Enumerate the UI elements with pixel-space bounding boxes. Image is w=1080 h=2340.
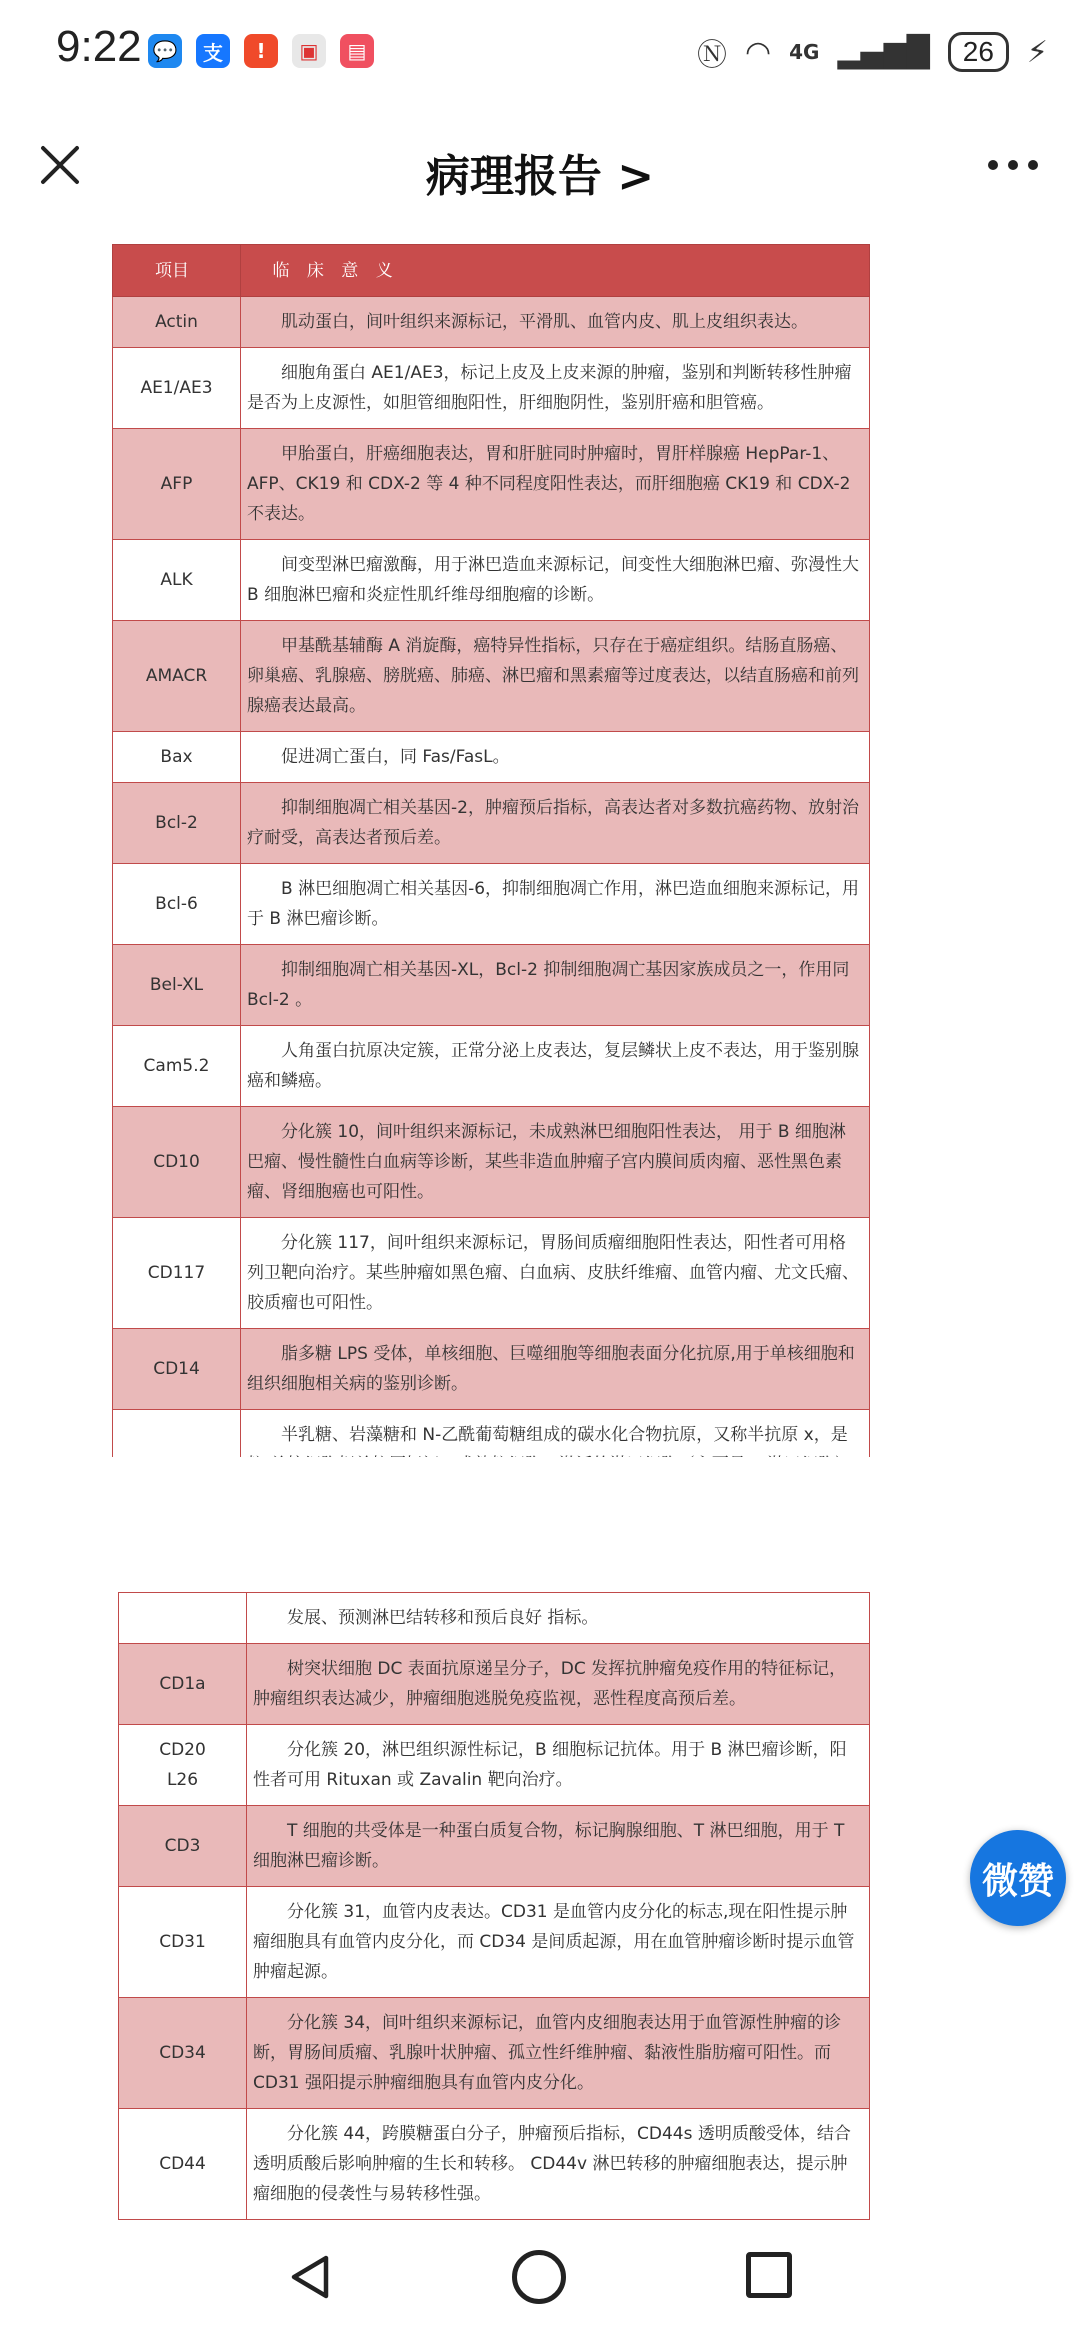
table-row (113, 945, 870, 1026)
marker-name: CD10 (113, 1107, 241, 1218)
table-row (119, 1593, 870, 1644)
marker-meaning: 分化簇 10，间叶组织来源标记，未成熟淋巴细胞阳性表达， 用于 B 细胞淋巴瘤、慢性髓性白血病等诊断，某些非造血肿瘤子宫内膜间质肉瘤、恶性黑色素瘤、肾细胞癌也可阳性。 (241, 1107, 870, 1218)
marker-table-page-2 (118, 1592, 870, 2263)
charging-icon: ⚡ (1026, 34, 1048, 70)
marker-name (119, 1593, 247, 1644)
table-row (113, 1107, 870, 1218)
marker-meaning: T 细胞的共受体是一种蛋白质复合物，标记胸腺细胞、T 淋巴细胞，用于 T 细胞淋巴瘤诊断。 (247, 1806, 870, 1887)
wifi-icon: ◠ (744, 34, 772, 70)
marker-meaning: 分化簇 31，血管内皮表达。CD31 是血管内皮分化的标志,现在阳性提示肿瘤细胞具有血管内皮分化，而 CD34 是间质起源，用在血管肿瘤诊断时提示血管肿瘤起源。 (247, 1887, 870, 1998)
marker-meaning: 抑制细胞凋亡相关基因-2，肿瘤预后指标，高表达者对多数抗癌药物、放射治疗耐受，高表达者预后差。 (241, 783, 870, 864)
marker-name: CD44 (119, 2109, 247, 2220)
table-row (113, 540, 870, 621)
status-bar (0, 0, 1080, 100)
table-row (113, 297, 870, 348)
marker-name: Bax (113, 732, 241, 783)
marker-table-page-1 (112, 244, 870, 1581)
nfc-icon: Ⓝ (696, 38, 727, 73)
marker-meaning: 分化簇 34，间叶组织来源标记，血管内皮细胞表达用于血管源性肿瘤的诊断，胃肠间质瘤、乳腺叶状肿瘤、孤立性纤维肿瘤、黏液性脂肪瘤可阳性。而 CD31 强阳提示肿瘤细胞具有血管内皮分化。 (247, 1998, 870, 2109)
marker-meaning: 分化簇 44，跨膜糖蛋白分子，肿瘤预后指标，CD44s 透明质酸受体，结合透明质酸后影响肿瘤的生长和转移。 CD44v 淋巴转移的肿瘤细胞表达，提示肿瘤细胞的侵袭性与易转移性强。 (247, 2109, 870, 2220)
header-meaning: 临 床 意 义 (241, 245, 870, 297)
table-row (113, 783, 870, 864)
page-gap (0, 1457, 1080, 1592)
app-notification-icon: ! (244, 34, 278, 68)
marker-meaning: 半乳糖、岩藻糖和 N-乙酰葡萄糖组成的碳水化合物抗原，又称半抗原 x，是 (241, 1410, 870, 1581)
page-title[interactable]: 病理报告 > (425, 151, 655, 202)
marker-meaning: 甲基酰基辅酶 A 消旋酶，癌特异性指标，只存在于癌症组织。结肠直肠癌、卵巢癌、乳腺癌、膀胱癌、肺癌、淋巴瘤和黑素瘤等过度表达，以结直肠癌和前列腺癌表达最高。 (241, 621, 870, 732)
back-icon[interactable] (286, 2252, 336, 2302)
marker-name: CD1a (119, 1644, 247, 1725)
notification-icons (148, 34, 374, 68)
message-app-icon: 💬 (148, 34, 182, 68)
report-image[interactable] (0, 232, 1080, 2220)
table-row (119, 1725, 870, 1806)
table-row (113, 621, 870, 732)
table-row (119, 2109, 870, 2220)
more-options-icon[interactable] (988, 160, 1038, 170)
marker-name: AE1/AE3 (113, 348, 241, 429)
table-row (119, 1887, 870, 1998)
table-row (113, 1329, 870, 1410)
marker-name: AMACR (113, 621, 241, 732)
book-app-icon: ▤ (340, 34, 374, 68)
marker-meaning: 肌动蛋白，间叶组织来源标记，平滑肌、血管内皮、肌上皮组织表达。 (241, 297, 870, 348)
marker-name: Bel-XL (113, 945, 241, 1026)
table-row (113, 348, 870, 429)
marker-name: CD14 (113, 1329, 241, 1410)
marker-meaning: 分化簇 117，间叶组织来源标记，胃肠间质瘤细胞阳性表达，阳性者可用格列卫靶向治疗。某些肿瘤如黑色瘤、白血病、皮肤纤维瘤、血管内瘤、尤文氏瘤、胶质瘤也可阳性。 (241, 1218, 870, 1329)
marker-meaning: 甲胎蛋白，肝癌细胞表达，胃和肝脏同时肿瘤时，胃肝样腺癌 HepPar-1、AFP、CK19 和 CDX-2 等 4 种不同程度阳性表达，而肝细胞癌 CK19 和 CDX-2 不表达。 (241, 429, 870, 540)
marker-meaning: 促进凋亡蛋白，同 Fas/FasL。 (241, 732, 870, 783)
network-type: 4G (789, 40, 820, 64)
marker-meaning: B 淋巴细胞凋亡相关基因-6，抑制细胞凋亡作用，淋巴造血细胞来源标记，用于 B 淋巴瘤诊断。 (241, 864, 870, 945)
clock: 9:22 (56, 22, 142, 71)
table-row (113, 864, 870, 945)
marker-meaning: 发展、预测淋巴结转移和预后良好 指标。 (247, 1593, 870, 1644)
home-icon[interactable] (512, 2250, 566, 2304)
recent-apps-icon[interactable] (746, 2252, 792, 2298)
table-row (113, 732, 870, 783)
marker-name: ALK (113, 540, 241, 621)
like-float-button[interactable]: 微赞 (970, 1830, 1066, 1926)
marker-meaning: 人角蛋白抗原决定簇，正常分泌上皮表达，复层鳞状上皮不表达，用于鉴别腺癌和鳞癌。 (241, 1026, 870, 1107)
marker-name: Actin (113, 297, 241, 348)
table-row (113, 429, 870, 540)
table-row (119, 1998, 870, 2109)
marker-meaning: 细胞角蛋白 AE1/AE3，标记上皮及上皮来源的肿瘤，鉴别和判断转移性肿瘤是否为上皮源性，如胆管细胞阳性，肝细胞阴性，鉴别肝癌和胆管癌。 (241, 348, 870, 429)
table-row (119, 1644, 870, 1725)
marker-name: CD117 (113, 1218, 241, 1329)
header-item: 项目 (113, 245, 241, 297)
marker-meaning: 间变型淋巴瘤激酶，用于淋巴造血来源标记，间变性大细胞淋巴瘤、弥漫性大 B 细胞淋巴瘤和炎症性肌纤维母细胞瘤的诊断。 (241, 540, 870, 621)
marker-meaning: 抑制细胞凋亡相关基因-XL，Bcl-2 抑制细胞凋亡基因家族成员之一，作用同 Bcl-2 。 (241, 945, 870, 1026)
marker-name: Cam5.2 (113, 1026, 241, 1107)
marker-name: CD34 (119, 1998, 247, 2109)
marker-meaning: 分化簇 20，淋巴组织源性标记，B 细胞标记抗体。用于 B 淋巴瘤诊断，阳性者可用 Rituxan 或 Zavalin 靶向治疗。 (247, 1725, 870, 1806)
shop-app-icon: ▣ (292, 34, 326, 68)
system-indicators (697, 30, 1048, 74)
top-nav (0, 110, 1080, 230)
table-header-row (113, 245, 870, 297)
marker-meaning: 树突状细胞 DC 表面抗原递呈分子，DC 发挥抗肿瘤免疫作用的特征标记，肿瘤组织表达减少，肿瘤细胞逃脱免疫监视，恶性程度高预后差。 (247, 1644, 870, 1725)
table-row (113, 1026, 870, 1107)
system-navigation-bar (0, 2220, 1080, 2340)
marker-name: Bcl-6 (113, 864, 241, 945)
marker-name: CD31 (119, 1887, 247, 1998)
table-row (119, 1806, 870, 1887)
marker-name: CD3 (119, 1806, 247, 1887)
signal-icon: ▂▄▆█ (837, 34, 930, 70)
battery-level: 26 (948, 32, 1009, 72)
marker-name: Bcl-2 (113, 783, 241, 864)
marker-meaning: 脂多糖 LPS 受体，单核细胞、巨噬细胞等细胞表面分化抗原,用于单核细胞和组织细胞相关病的鉴别诊断。 (241, 1329, 870, 1410)
alipay-app-icon: 支 (196, 34, 230, 68)
marker-name: CD20 L26 (119, 1725, 247, 1806)
marker-name: AFP (113, 429, 241, 540)
table-row (113, 1218, 870, 1329)
